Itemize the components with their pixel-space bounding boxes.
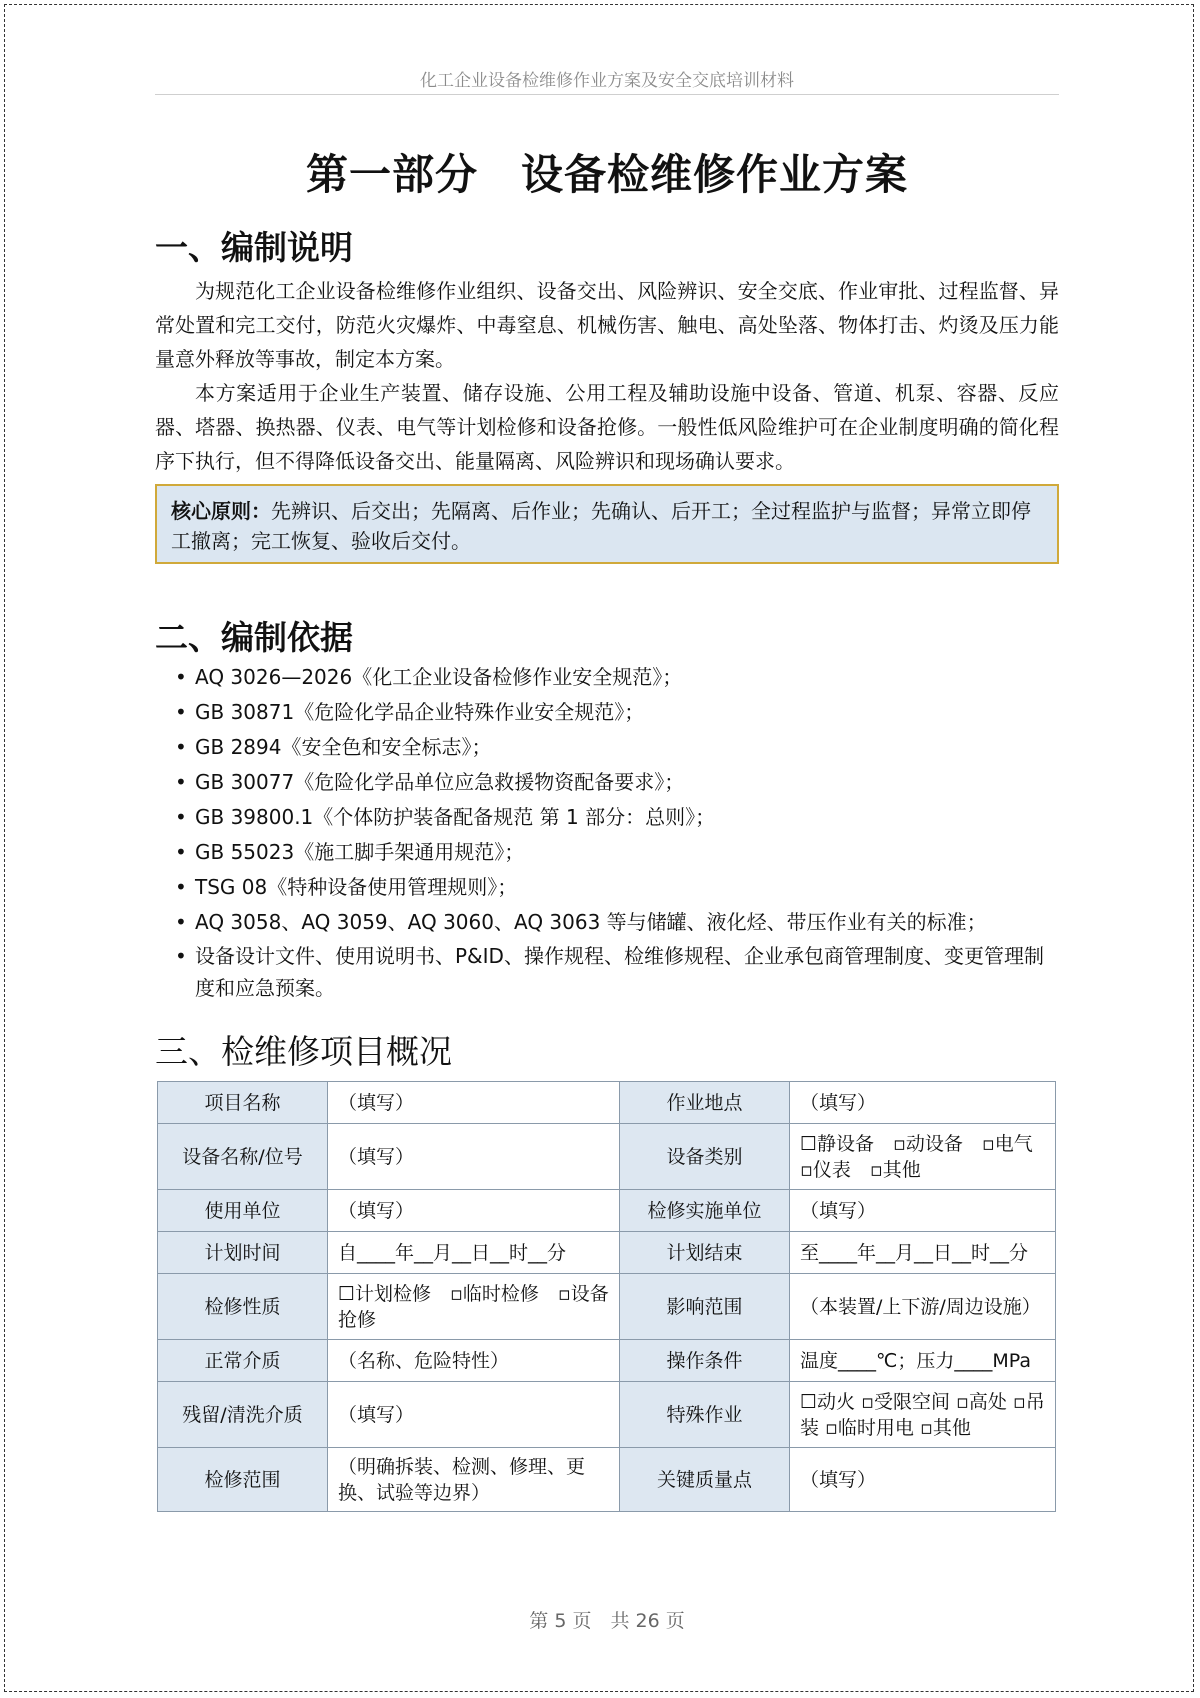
table-cell-value[interactable]: ☐静设备 ▫动设备 ▫电气 ▫仪表 ▫其他 — [790, 1124, 1056, 1190]
bullet-icon: • — [175, 665, 187, 689]
table-cell-key: 残留/清洗介质 — [158, 1382, 328, 1448]
table-cell-key: 检修实施单位 — [620, 1190, 790, 1232]
part-title: 第一部分 设备检维修作业方案 — [305, 150, 908, 199]
list-item: • GB 55023《施工脚手架通用规范》； — [175, 835, 1059, 870]
reference-list — [175, 660, 1059, 1004]
table-row — [158, 1190, 1056, 1232]
list-item: • GB 2894《安全色和安全标志》； — [175, 730, 1059, 765]
bullet-icon: • — [175, 805, 187, 829]
table-cell-value[interactable]: ☐计划检修 ▫临时检修 ▫设备抢修 — [328, 1274, 620, 1340]
list-item: • GB 30871《危险化学品企业特殊作业安全规范》； — [175, 695, 1059, 730]
page-number: 第 5 页 共 26 页 — [529, 1610, 685, 1632]
table-cell-value[interactable]: （填写） — [328, 1124, 620, 1190]
table-cell-value[interactable]: （填写） — [790, 1082, 1056, 1124]
section1-paragraph-1: 为规范化工企业设备检维修作业组织、设备交出、风险辨识、安全交底、作业审批、过程监督、异常处置和完工交付，防范火灾爆炸、中毒窒息、机械伤害、触电、高处坠落、物体打击、灼烫及压力能量意外释放等事故，制定本方案。 — [155, 279, 1059, 371]
table-row — [158, 1382, 1056, 1448]
table-cell-key: 检修性质 — [158, 1274, 328, 1340]
table-cell-value[interactable]: （名称、危险特性） — [328, 1340, 620, 1382]
table-cell-key: 影响范围 — [620, 1274, 790, 1340]
table-row — [158, 1124, 1056, 1190]
callout-text: 先辨识、后交出；先隔离、后作业；先确认、后开工；全过程监护与监督；异常立即停工撤离；完工恢复、验收后交付。 — [171, 499, 1031, 553]
section3-heading: 三、检维修项目概况 — [155, 1032, 452, 1071]
table-cell-value[interactable]: （填写） — [328, 1190, 620, 1232]
bullet-icon: • — [175, 910, 187, 934]
project-overview-table — [157, 1081, 1056, 1512]
table-cell-key: 设备名称/位号 — [158, 1124, 328, 1190]
bullet-icon: • — [175, 944, 187, 968]
table-cell-value[interactable]: （明确拆装、检测、修理、更换、试验等边界） — [328, 1448, 620, 1512]
table-cell-key: 关键质量点 — [620, 1448, 790, 1512]
table-cell-key: 设备类别 — [620, 1124, 790, 1190]
table-cell-key: 特殊作业 — [620, 1382, 790, 1448]
section1-heading: 一、编制说明 — [155, 228, 353, 267]
table-cell-key: 作业地点 — [620, 1082, 790, 1124]
table-cell-key: 计划时间 — [158, 1232, 328, 1274]
bullet-icon: • — [175, 840, 187, 864]
table-cell-value[interactable]: （本装置/上下游/周边设施） — [790, 1274, 1056, 1340]
table-cell-key: 正常介质 — [158, 1340, 328, 1382]
table-cell-value[interactable]: （填写） — [790, 1190, 1056, 1232]
table-row — [158, 1274, 1056, 1340]
core-principle-callout — [155, 484, 1059, 564]
table-cell-value[interactable]: （填写） — [328, 1382, 620, 1448]
list-item: • TSG 08《特种设备使用管理规则》； — [175, 870, 1059, 905]
running-header: 化工企业设备检维修作业方案及安全交底培训材料 — [420, 71, 794, 91]
bullet-icon: • — [175, 700, 187, 724]
table-cell-value[interactable]: 温度____℃；压力____MPa — [790, 1340, 1056, 1382]
table-cell-value[interactable]: （填写） — [328, 1082, 620, 1124]
section2-heading: 二、编制依据 — [155, 618, 353, 657]
section1-paragraph-2: 本方案适用于企业生产装置、储存设施、公用工程及辅助设施中设备、管道、机泵、容器、反应器、塔器、换热器、仪表、电气等计划检修和设备抢修。一般性低风险维护可在企业制度明确的简化程序下执行，但不得降低设备交出、能量隔离、风险辨识和现场确认要求。 — [155, 381, 1059, 473]
table-cell-key: 计划结束 — [620, 1232, 790, 1274]
table-row — [158, 1340, 1056, 1382]
table-cell-value[interactable]: （填写） — [790, 1448, 1056, 1512]
table-cell-key: 使用单位 — [158, 1190, 328, 1232]
bullet-icon: • — [175, 875, 187, 899]
callout-label: 核心原则： — [171, 499, 271, 523]
list-item: • GB 30077《危险化学品单位应急救援物资配备要求》； — [175, 765, 1059, 800]
header-rule — [155, 94, 1059, 95]
table-cell-key: 项目名称 — [158, 1082, 328, 1124]
bullet-icon: • — [175, 735, 187, 759]
list-item: • GB 39800.1《个体防护装备配备规范 第 1 部分：总则》； — [175, 800, 1059, 835]
table-row — [158, 1232, 1056, 1274]
bullet-icon: • — [175, 770, 187, 794]
table-cell-key: 检修范围 — [158, 1448, 328, 1512]
table-cell-value[interactable]: 自____年__月__日__时__分 — [328, 1232, 620, 1274]
table-row — [158, 1082, 1056, 1124]
table-cell-value[interactable]: ☐动火 ▫受限空间 ▫高处 ▫吊装 ▫临时用电 ▫其他 — [790, 1382, 1056, 1448]
list-item: • AQ 3026—2026《化工企业设备检修作业安全规范》； — [175, 660, 1059, 695]
list-item: • 设备设计文件、使用说明书、P&ID、操作规程、检维修规程、企业承包商管理制度、变更管理制度和应急预案。 — [175, 940, 1059, 1004]
table-row — [158, 1448, 1056, 1512]
list-item: • AQ 3058、AQ 3059、AQ 3060、AQ 3063 等与储罐、液化烃、带压作业有关的标准； — [175, 905, 1059, 940]
table-cell-value[interactable]: 至____年__月__日__时__分 — [790, 1232, 1056, 1274]
table-cell-key: 操作条件 — [620, 1340, 790, 1382]
